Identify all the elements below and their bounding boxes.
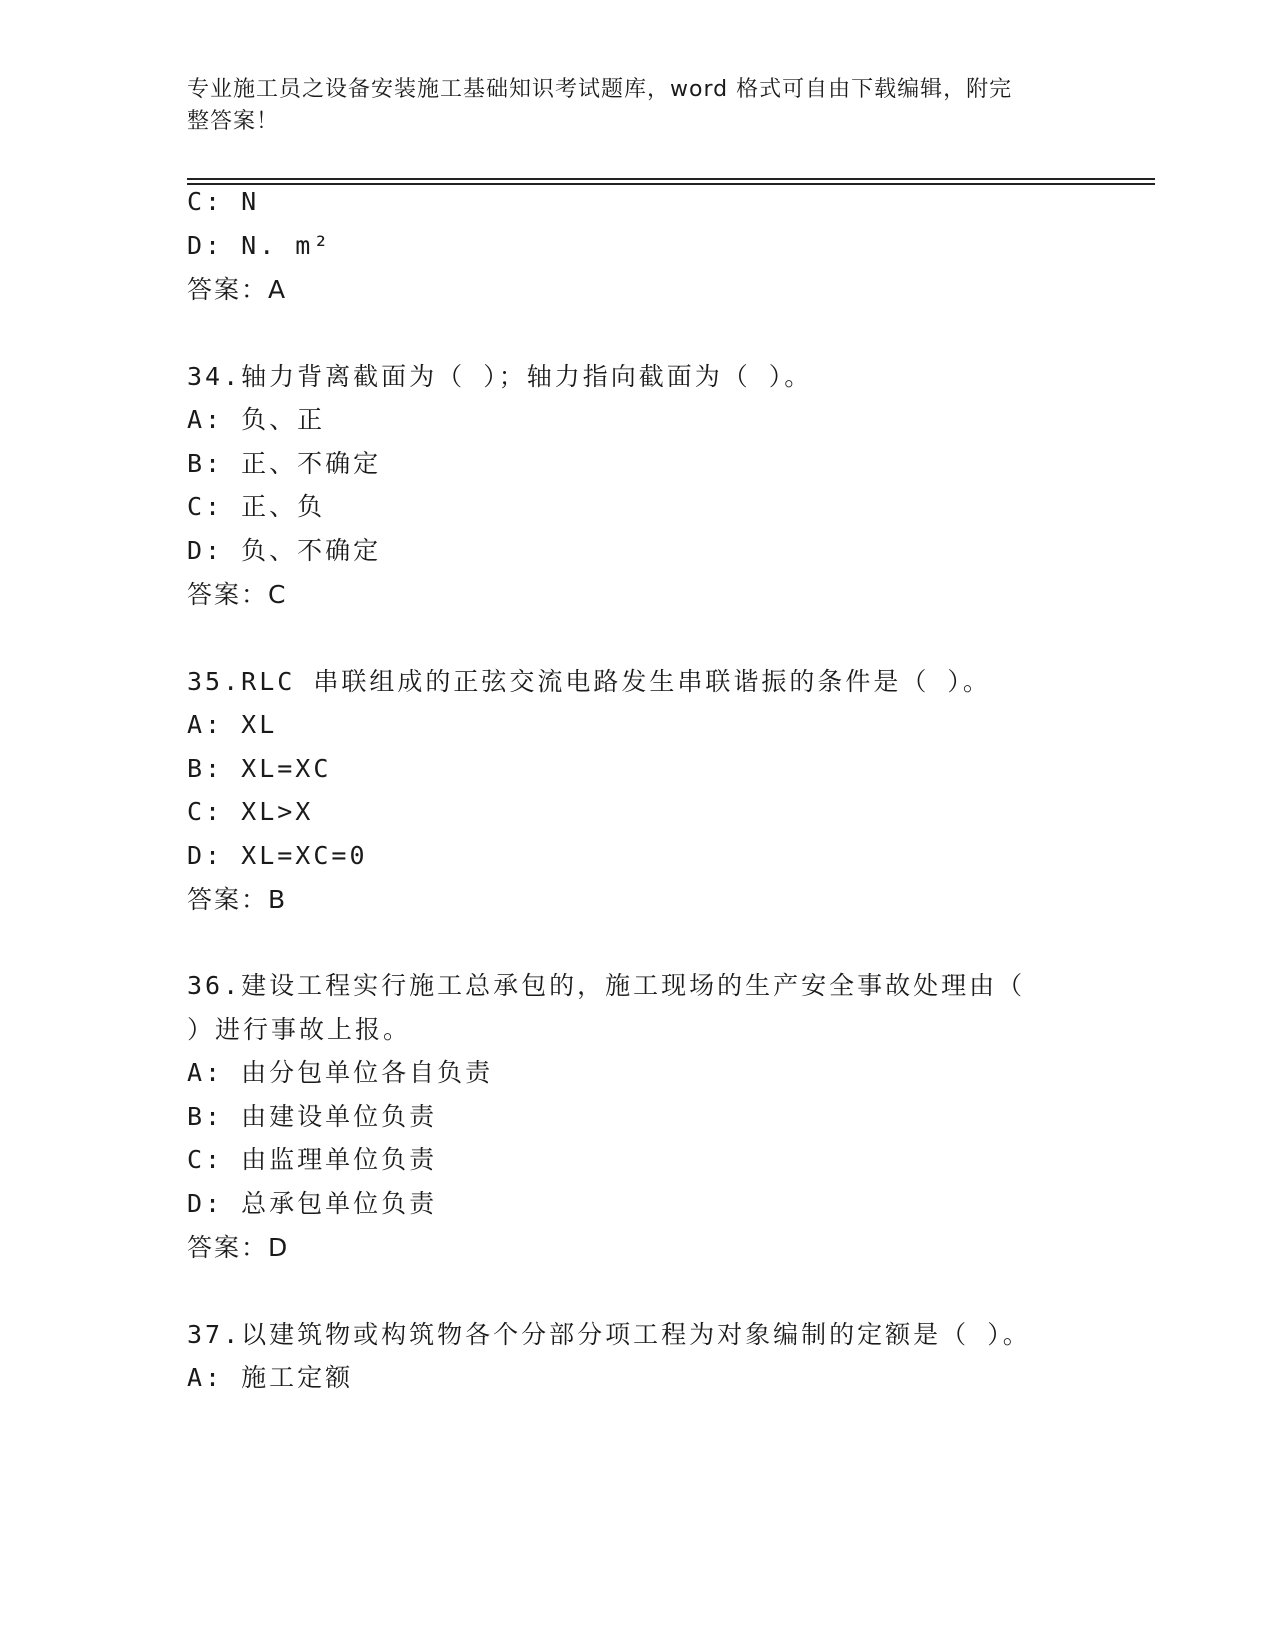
header-line-1: 专业施工员之设备安装施工基础知识考试题库，word 格式可自由下载编辑，附完 bbox=[187, 77, 1013, 102]
question-35-option-c: C: XL>X bbox=[187, 797, 314, 826]
question-35-option-d: D: XL=XC=0 bbox=[187, 841, 368, 870]
question-36-option-c: C: 由监理单位负责 bbox=[187, 1145, 438, 1174]
question-36-stem-line-1: 36.建设工程实行施工总承包的，施工现场的生产安全事故处理由（ bbox=[187, 971, 1026, 1000]
question-35-stem: 35.RLC 串联组成的正弦交流电路发生串联谐振的条件是（ ）。 bbox=[187, 667, 991, 696]
question-37-stem: 37.以建筑物或构筑物各个分部分项工程为对象编制的定额是（ ）。 bbox=[187, 1320, 1031, 1349]
prev-answer: 答案：A bbox=[187, 275, 288, 304]
question-34-option-a: A: 负、正 bbox=[187, 405, 326, 434]
document-header bbox=[187, 74, 1067, 138]
question-34-answer: 答案：C bbox=[187, 580, 288, 609]
question-35-answer: 答案：B bbox=[187, 885, 288, 914]
question-35-option-b: B: XL=XC bbox=[187, 754, 332, 783]
question-37-option-a: A: 施工定额 bbox=[187, 1363, 354, 1392]
prev-option-c: C: N bbox=[187, 187, 260, 216]
question-34-option-d: D: 负、不确定 bbox=[187, 536, 382, 565]
question-36-option-d: D: 总承包单位负责 bbox=[187, 1189, 438, 1218]
question-34-stem: 34.轴力背离截面为（ ）；轴力指向截面为（ ）。 bbox=[187, 362, 813, 391]
header-divider-top bbox=[187, 178, 1155, 180]
header-line-2: 整答案！ bbox=[187, 109, 280, 134]
question-36-stem-line-2: ）进行事故上报。 bbox=[187, 1015, 412, 1044]
question-34-option-b: B: 正、不确定 bbox=[187, 449, 382, 478]
header-divider-bottom bbox=[187, 183, 1155, 185]
question-36-answer: 答案：D bbox=[187, 1233, 290, 1262]
question-36-option-a: A: 由分包单位各自负责 bbox=[187, 1058, 494, 1087]
question-36-option-b: B: 由建设单位负责 bbox=[187, 1102, 438, 1131]
question-34-option-c: C: 正、负 bbox=[187, 492, 326, 521]
prev-option-d: D: N. m² bbox=[187, 231, 332, 260]
question-35-option-a: A: XL bbox=[187, 710, 278, 739]
